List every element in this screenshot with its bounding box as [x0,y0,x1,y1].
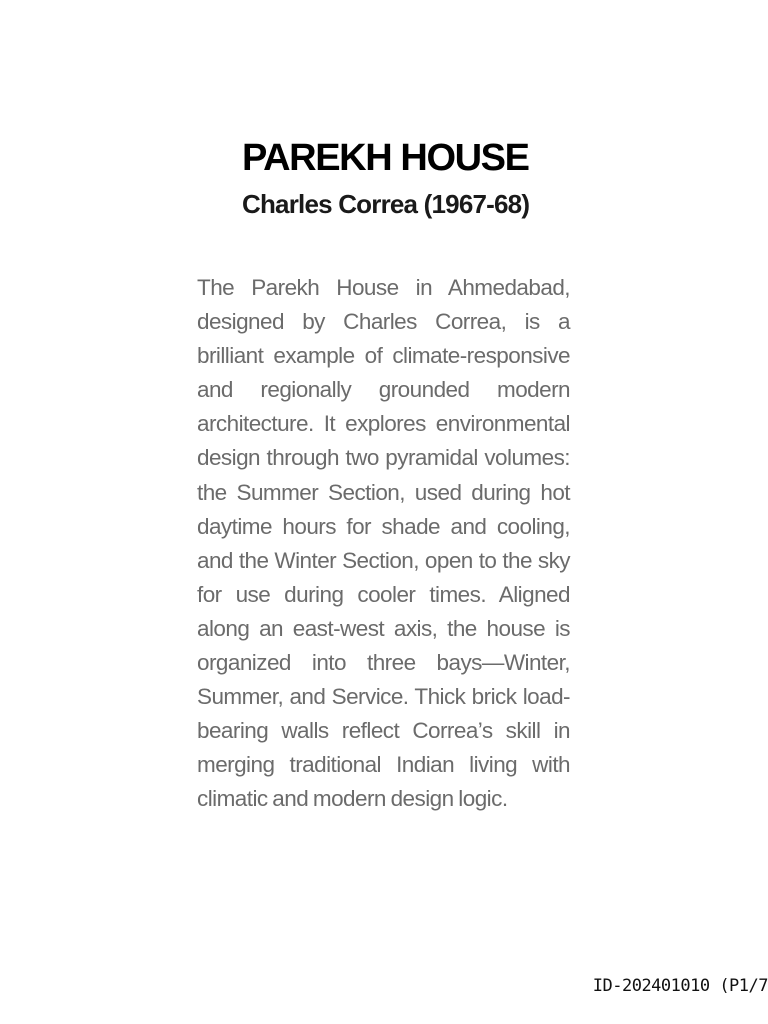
document-id-label: ID-202401010 (P1/7 [592,976,768,996]
page-title: PAREKH HOUSE [242,137,529,179]
page-subtitle: Charles Correa (1967-68) [242,189,530,219]
body-paragraph: The Parekh House in Ahmedabad, designed by Charles Correa, is a brilliant example of climate-responsive and regionally grounded modern architecture. It explores environmental design through two pyramidal volumes: the Summer Section, used during hot daytime hours for shade and cooling, and the Winter Section, open to the sky for use during cooler times. Aligned along an east-west axis, the house is organized into three bays—Winter, Summer, and Service. Thick brick load-bearing walls reflect Correa’s skill in merging traditional Indian living with climatic and modern design logic. [197,275,570,812]
